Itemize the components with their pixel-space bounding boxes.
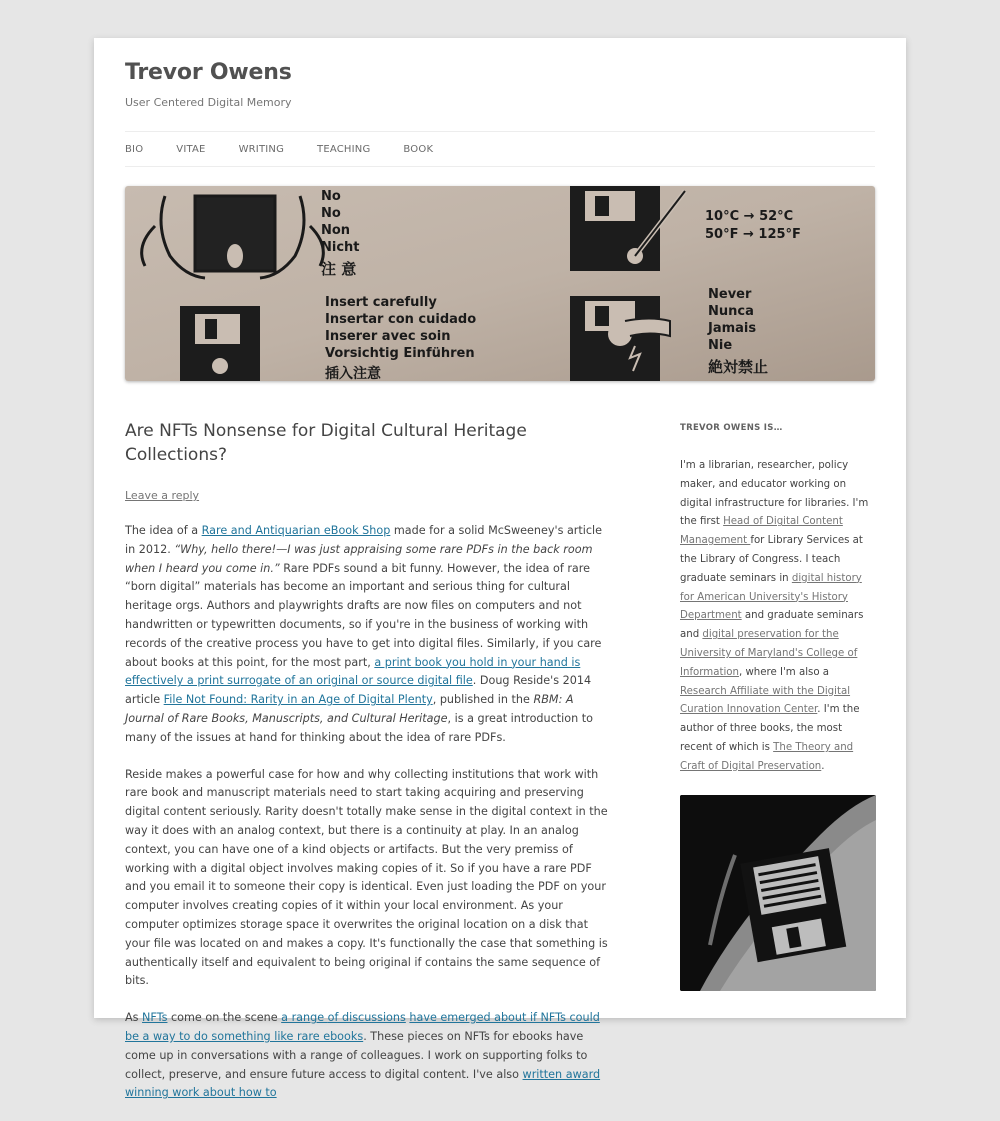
award-winning-work-link[interactable]: written award winning work about how to [125, 1067, 601, 1100]
digital-preservation-link[interactable]: digital preservation for the University of Maryland's College of Information [680, 629, 858, 678]
header-text-no-1: No [321, 189, 341, 204]
paragraph-text: . These pieces on NFTs for ebooks have come up in conversations with a range of colleagues. I work on supporting folks to collect, preserve, and ensure future access to digital content. I've also [125, 1029, 588, 1081]
widget-title: TREVOR OWENS IS… [680, 423, 783, 433]
nfts-link[interactable]: NFTs [142, 1011, 168, 1025]
nav-item-book[interactable]: BOOK [403, 143, 434, 155]
bio-text: I'm a librarian, researcher, policy maker, and educator working on digital infrastructure for libraries. I'm the first [680, 460, 869, 528]
header-text-temp-c: 10°C → 52°C [705, 209, 794, 224]
digital-history-link[interactable]: digital history for American University's History Department [680, 572, 862, 622]
nft-rare-ebooks-link[interactable]: have emerged about if NFTs could be a way to do something like rare ebooks [125, 1011, 600, 1043]
header-text-nie: Nie [708, 338, 733, 353]
floppy-instructions-illustration [125, 186, 875, 381]
quote-text: “Why, hello there!—I was just appraising some rare PDFs in the back room when I heard you come in.” [125, 542, 593, 575]
post-article [125, 413, 610, 1121]
paragraph-text: Rare PDFs sound a bit funny. However, the idea of rare “born digital” materials has become an important and serious thing for cultural heritage orgs. Authors and playwrights drafts are now files on computers and not handwritten or typewritten documents, so if you're in the business of working with records of the creative process you have to get into digital files. Similarly, if you care about books at this point, for the most part, [125, 561, 602, 669]
floppy-insert-icon [180, 306, 260, 381]
header-text-insert-de: Vorsichtig Einführen [325, 346, 475, 361]
header-text-insert-jp: 插入注意 [325, 366, 381, 381]
of-discussions-link[interactable]: of discussions [327, 1011, 406, 1025]
bio-text: for Library Services at the Library of Congress. I teach graduate seminars in [680, 535, 863, 584]
floppy-tattoo-icon [680, 795, 876, 991]
bio-text: and graduate seminars and [680, 610, 864, 641]
post-content [125, 522, 610, 1103]
paragraph-text: . Doug Reside's 2014 article [125, 674, 592, 707]
rare-ebook-shop-link[interactable]: Rare and Antiquarian eBook Shop [201, 524, 391, 537]
floppy-magnet-icon [570, 296, 670, 381]
leave-reply-link[interactable]: Leave a reply [125, 489, 200, 502]
bio-text: . [821, 760, 825, 772]
print-surrogate-link[interactable]: a print book you hold in your hand is effectively a print surrogate of an original or source digital file [125, 655, 581, 688]
main-navigation [125, 131, 875, 167]
post-title: Are NFTs Nonsense for Digital Cultural Heritage Collections? [125, 421, 527, 465]
header-image [125, 186, 875, 381]
journal-title: RBM: A Journal of Rare Books, Manuscripts, and Cultural Heritage [125, 693, 574, 725]
paragraph-text: , is a great introduction to many of the issues at hand for thinking about the idea of rare PDFs. [125, 711, 593, 744]
header-text-never: Never [708, 287, 752, 302]
bio-widget-text [680, 457, 876, 777]
post-paragraph-2: Reside makes a powerful case for how and why collecting institutions that work with rare book and manuscript materials need to start taking acquiring and preserving digital content seriously. Rarity doesn't totally make sense in the digital context in the way it does with an analog context, but there is a continuity at play. In an analog context, you can have one of a kind objects or artifacts. But the very premiss of working with a digital object involves making copies of it. So if you have a rare PDF and you email it to someone their copy is identical. Even just loading the PDF on your computer involves creating copies of it within your local environment. As your computer optimizes storage space it overwrites the original location on a disk that your file was located on and makes a copy. It's functionally the case that something is authentically itself and equivalent to being original if contains the same sequence of bits. [125, 767, 608, 988]
header-text-no-2: No [321, 206, 341, 221]
paragraph-text: , published in the [432, 693, 534, 707]
theory-craft-book-link[interactable]: The Theory and Craft of Digital Preservation [680, 741, 854, 772]
header-text-nunca: Nunca [708, 304, 754, 319]
bio-text: . I'm the author of three books, the most recent of which is [680, 704, 860, 753]
header-text-never-jp: 絶対禁止 [708, 358, 769, 376]
nav-item-teaching[interactable]: TEACHING [317, 143, 371, 155]
floppy-tattoo-photo [680, 795, 876, 991]
post-paragraph-1 [125, 522, 610, 748]
paragraph-text: made for a solid McSweeney's article in 2012. [125, 524, 603, 556]
header-text-insert-en: Insert carefully [325, 295, 437, 310]
a-range-link[interactable]: a range [281, 1011, 328, 1025]
header-text-temp-f: 50°F → 125°F [705, 227, 801, 242]
nav-item-vitae[interactable]: VITAE [176, 143, 206, 155]
header-text-insert-es: Insertar con cuidado [325, 312, 477, 327]
paragraph-text: As [125, 1011, 143, 1025]
site-description: User Centered Digital Memory [125, 96, 292, 109]
paragraph-text: The idea of a [125, 524, 202, 537]
header-text-caution-jp: 注 意 [321, 260, 357, 278]
header-text-jamais: Jamais [708, 321, 757, 336]
header-text-non: Non [321, 223, 351, 238]
site-title[interactable]: Trevor Owens [125, 60, 292, 85]
header-text-insert-fr: Inserer avec soin [325, 329, 451, 344]
head-digital-content-link[interactable]: Head of Digital Content Management [680, 516, 843, 547]
page-container [94, 38, 906, 1100]
post-paragraph-3 [125, 1009, 610, 1103]
file-not-found-link[interactable]: File Not Found: Rarity in an Age of Digital Plenty [163, 693, 433, 707]
nav-item-writing[interactable]: WRITING [238, 143, 285, 155]
nav-item-bio[interactable]: BIO [125, 143, 144, 155]
bio-text: , where I'm also a [738, 666, 830, 678]
sidebar [680, 423, 876, 991]
header-text-nicht: Nicht [321, 240, 360, 255]
paragraph-text: come on the scene [167, 1011, 282, 1025]
research-affiliate-link[interactable]: Research Affiliate with the Digital Curation Innovation Center [680, 685, 851, 716]
